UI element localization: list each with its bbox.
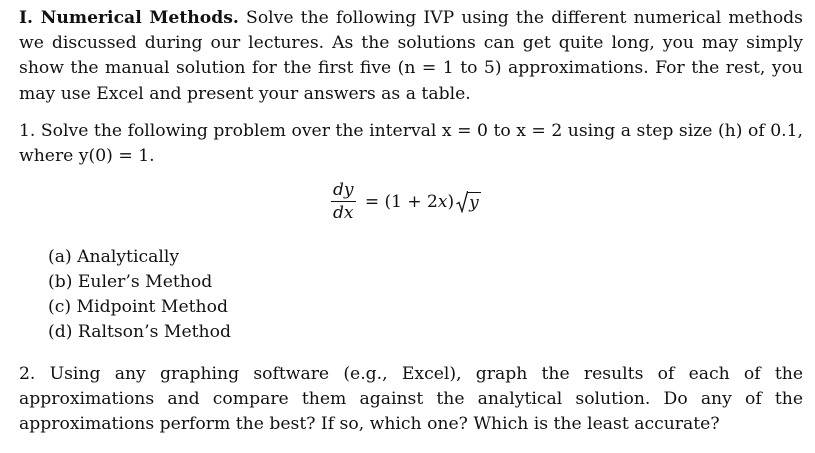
method-item: (d) Raltson’s Method: [48, 322, 231, 342]
equation-rhs: [360, 192, 455, 212]
section-title: I. Numerical Methods.: [19, 8, 239, 28]
method-item: (c) Midpoint Method: [48, 297, 228, 317]
intro-text: Solve the following IVP using the different numerical methods we discussed during our lectures. As the solutions can get quite long, you may simply show the manual solution for the first five (n = 1 to 5) approximations. For the rest, you may use Excel and present your answers as a table.: [19, 8, 804, 104]
document-body: [19, 6, 803, 169]
fraction-numerator: dy: [333, 180, 354, 200]
method-item: (a) Analytically: [48, 247, 180, 267]
differential-equation: [331, 180, 481, 223]
radical-sign-icon: [456, 191, 468, 213]
radicand: y: [469, 192, 479, 213]
rhs-variable: x: [437, 191, 448, 212]
method-item: (b) Euler’s Method: [48, 272, 213, 292]
intro-paragraph: [19, 6, 803, 107]
problem-2-text: 2. Using any graphing software (e.g., Excel), graph the results of each of the approximations and compare them against the analytical solution. Do any of the approximations perform the best? If so, which one? Which is the least accurate?: [19, 364, 803, 435]
method-list: [48, 245, 231, 345]
rhs-prefix: = (1 + 2: [359, 191, 438, 212]
fraction-denominator: dx: [333, 203, 354, 223]
rhs-close: ): [447, 191, 455, 212]
square-root: [456, 191, 481, 213]
derivative-fraction: [331, 180, 356, 223]
problem-1-text: 1. Solve the following problem over the interval x = 0 to x = 2 using a step size (h) of 0.1, where y(0) = 1.: [19, 120, 803, 167]
